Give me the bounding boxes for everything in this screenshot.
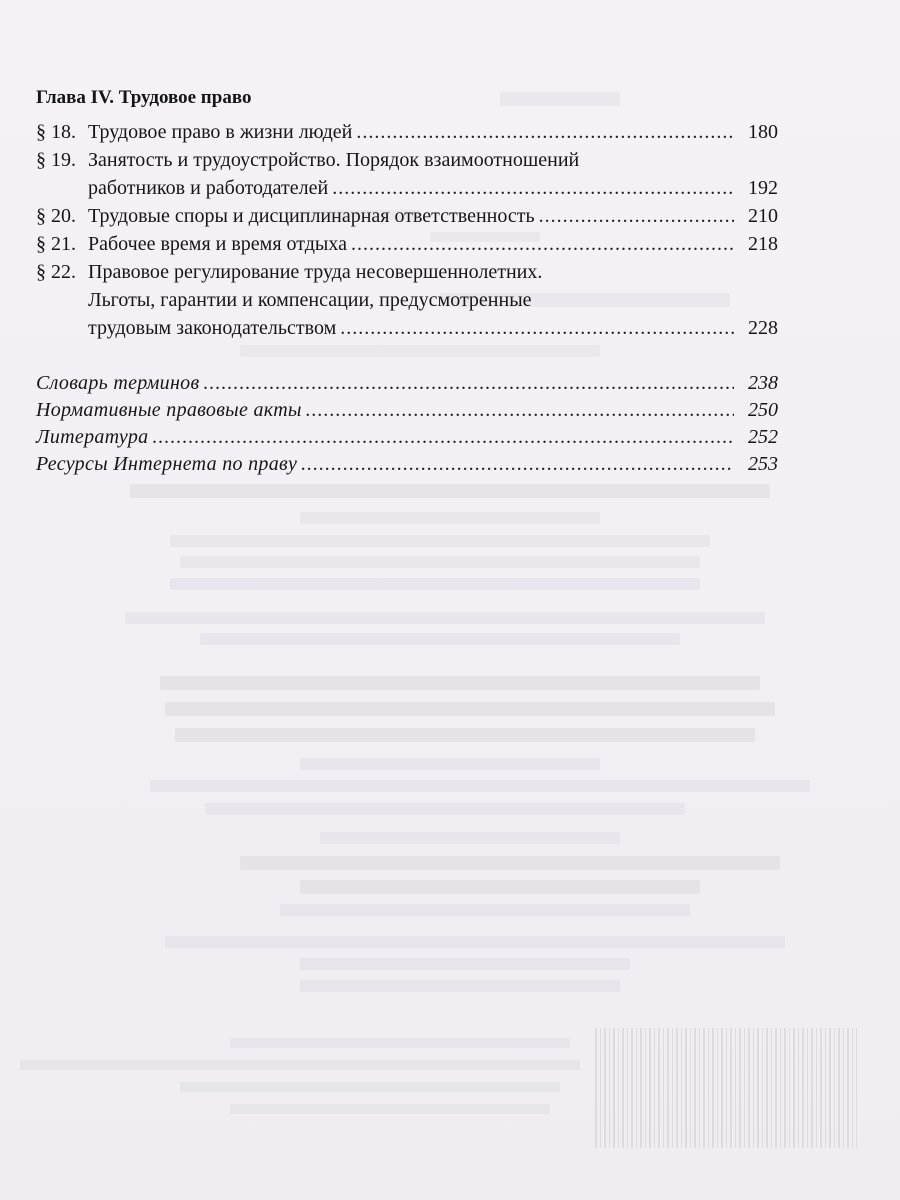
barcode-bleed-decoration — [595, 1028, 857, 1148]
bleed-through-decoration — [150, 780, 810, 792]
bleed-through-decoration — [320, 832, 620, 844]
toc-entry — [36, 230, 778, 258]
toc-entries — [36, 118, 778, 342]
entry-title-line: Правовое регулирование труда несовершеннолетних. — [88, 261, 543, 283]
page-number: 192 — [748, 177, 778, 199]
bleed-through-decoration — [125, 612, 765, 624]
back-matter-label: Ресурсы Интернета по праву — [36, 453, 298, 475]
section-gap — [36, 342, 778, 370]
entry-title: Трудовые споры и дисциплинарная ответственность — [88, 205, 535, 227]
bleed-through-decoration — [170, 578, 700, 590]
page-number: 238 — [748, 372, 778, 394]
dot-leader — [152, 424, 734, 451]
dot-leader — [203, 370, 734, 397]
bleed-through-decoration — [280, 904, 690, 916]
entry-title: трудовым законодательством — [88, 317, 337, 339]
entry-title-lines — [88, 230, 778, 258]
chapter-title: Глава IV. Трудовое право — [36, 87, 252, 108]
entry-title-lines — [88, 118, 778, 146]
entry-leader-row — [88, 230, 778, 258]
bleed-through-decoration — [175, 728, 755, 742]
entry-title-lines — [88, 146, 778, 202]
bleed-through-decoration — [240, 856, 780, 870]
section-number: § 19. — [36, 149, 76, 171]
dot-leader — [332, 174, 734, 202]
entry-title-lines — [88, 258, 778, 342]
table-of-contents — [36, 86, 778, 478]
toc-entry — [36, 118, 778, 146]
entry-title: Трудовое право в жизни людей — [88, 121, 353, 143]
dot-leader — [340, 314, 734, 342]
dot-leader — [356, 118, 734, 146]
bleed-through-decoration — [180, 1082, 560, 1092]
toc-entry — [36, 202, 778, 230]
back-matter-label: Словарь терминов — [36, 372, 200, 394]
entry-leader-row — [88, 174, 778, 202]
entry-title-line: Льготы, гарантии и компенсации, предусмотренные — [88, 289, 532, 311]
back-matter-item — [36, 451, 778, 478]
back-matter-item — [36, 397, 778, 424]
section-number: § 22. — [36, 261, 76, 283]
toc-entry — [36, 258, 778, 342]
section-number: § 21. — [36, 233, 76, 255]
bleed-through-decoration — [180, 556, 700, 568]
bleed-through-decoration — [200, 633, 680, 645]
page-number: 250 — [748, 399, 778, 421]
dot-leader — [351, 230, 734, 258]
dot-leader — [539, 202, 734, 230]
page-number: 253 — [748, 453, 778, 475]
bleed-through-decoration — [165, 936, 785, 948]
back-matter-label: Литература — [36, 426, 149, 448]
back-matter-list — [36, 370, 778, 478]
bleed-through-decoration — [300, 980, 620, 992]
page-number: 180 — [748, 121, 778, 143]
back-matter-item — [36, 370, 778, 397]
bleed-through-decoration — [160, 676, 760, 690]
entry-title: работников и работодателей — [88, 177, 329, 199]
bleed-through-decoration — [230, 1038, 570, 1048]
entry-leader-row — [88, 202, 778, 230]
page-number: 252 — [748, 426, 778, 448]
dot-leader — [306, 397, 734, 424]
section-number: § 20. — [36, 205, 76, 227]
page-number: 228 — [748, 317, 778, 339]
bleed-through-decoration — [165, 702, 775, 716]
back-matter-label: Нормативные правовые акты — [36, 399, 302, 421]
bleed-through-decoration — [130, 484, 770, 498]
dot-leader — [301, 451, 734, 478]
bleed-through-decoration — [300, 958, 630, 970]
bleed-through-decoration — [300, 758, 600, 770]
toc-entry — [36, 146, 778, 202]
section-number: § 18. — [36, 121, 76, 143]
entry-title-line: Занятость и трудоустройство. Порядок взаимоотношений — [88, 149, 580, 171]
bleed-through-decoration — [230, 1104, 550, 1114]
bleed-through-decoration — [205, 803, 685, 815]
page-number: 210 — [748, 205, 778, 227]
back-matter-item — [36, 424, 778, 451]
bleed-through-decoration — [300, 512, 600, 524]
bleed-through-decoration — [300, 880, 700, 894]
bleed-through-decoration — [170, 535, 710, 547]
bleed-through-decoration — [20, 1060, 580, 1070]
entry-title-lines — [88, 202, 778, 230]
page-number: 218 — [748, 233, 778, 255]
entry-leader-row — [88, 314, 778, 342]
entry-title: Рабочее время и время отдыха — [88, 233, 347, 255]
entry-leader-row — [88, 118, 778, 146]
